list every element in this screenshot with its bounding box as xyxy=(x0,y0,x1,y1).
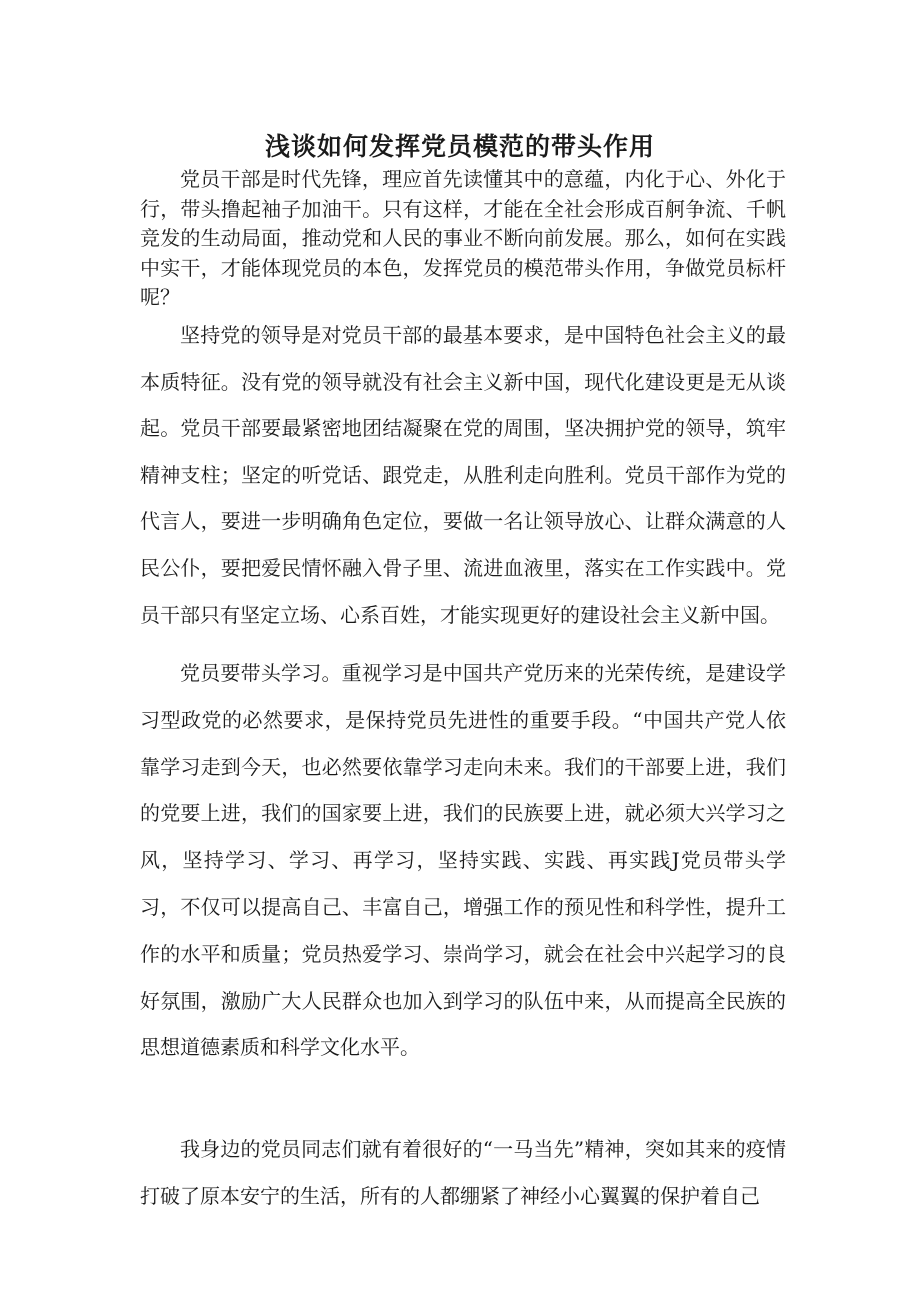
paragraph-colleague-example: 我身边的党员同志们就有着很好的“一马当先”精神，突如其来的疫情打破了原本安宁的生活，所有的人都绷紧了神经小心翼翼的保护着自己 xyxy=(140,1137,786,1208)
paragraph-party-leadership: 坚持党的领导是对党员干部的最基本要求，是中国特色社会主义的最本质特征。没有党的领导就没有社会主义新中国，现代化建设更是无从谈起。党员干部要最紧密地团结凝聚在党的周围，坚决拥护党的领导，筑牢精神支柱；坚定的听党话、跟党走，从胜利走向胜利。党员干部作为党的代言人，要进一步明确角色定位，要做一名让领导放心、让群众满意的人民公仆，要把爱民情怀融入骨子里、流进血液里，落实在工作实践中。党员干部只有坚定立场、心系百姓，才能实现更好的建设社会主义新中国。 xyxy=(140,323,786,627)
paragraph-intro: 党员干部是时代先锋，理应首先读懂其中的意蕴，内化于心、外化于行，带头撸起袖子加油干。只有这样，才能在全社会形成百舸争流、千帆竞发的生动局面，推动党和人民的事业不断向前发展。那么，如何在实践中实干，才能体现党员的本色，发挥党员的模范带头作用，争做党员标杆呢？ xyxy=(140,167,786,309)
paragraph-lead-in-learning: 党员要带头学习。重视学习是中国共产党历来的光荣传统，是建设学习型政党的必然要求，是保持党员先进性的重要手段。“中国共产党人依靠学习走到今天，也必然要依靠学习走向未来。我们的干部要上进，我们的党要上进，我们的国家要上进，我们的民族要上进，就必须大兴学习之风，坚持学习、学习、再学习，坚持实践、实践、再实践J党员带头学习，不仅可以提高自己、丰富自己，增强工作的预见性和科学性，提升工作的水平和质量；党员热爱学习、崇尚学习，就会在社会中兴起学习的良好氛围，激励广大人民群众也加入到学习的队伍中来，从而提高全民族的思想道德素质和科学文化水平。 xyxy=(140,661,786,1060)
document-title: 浅谈如何发挥党员模范的带头作用 xyxy=(264,131,655,161)
